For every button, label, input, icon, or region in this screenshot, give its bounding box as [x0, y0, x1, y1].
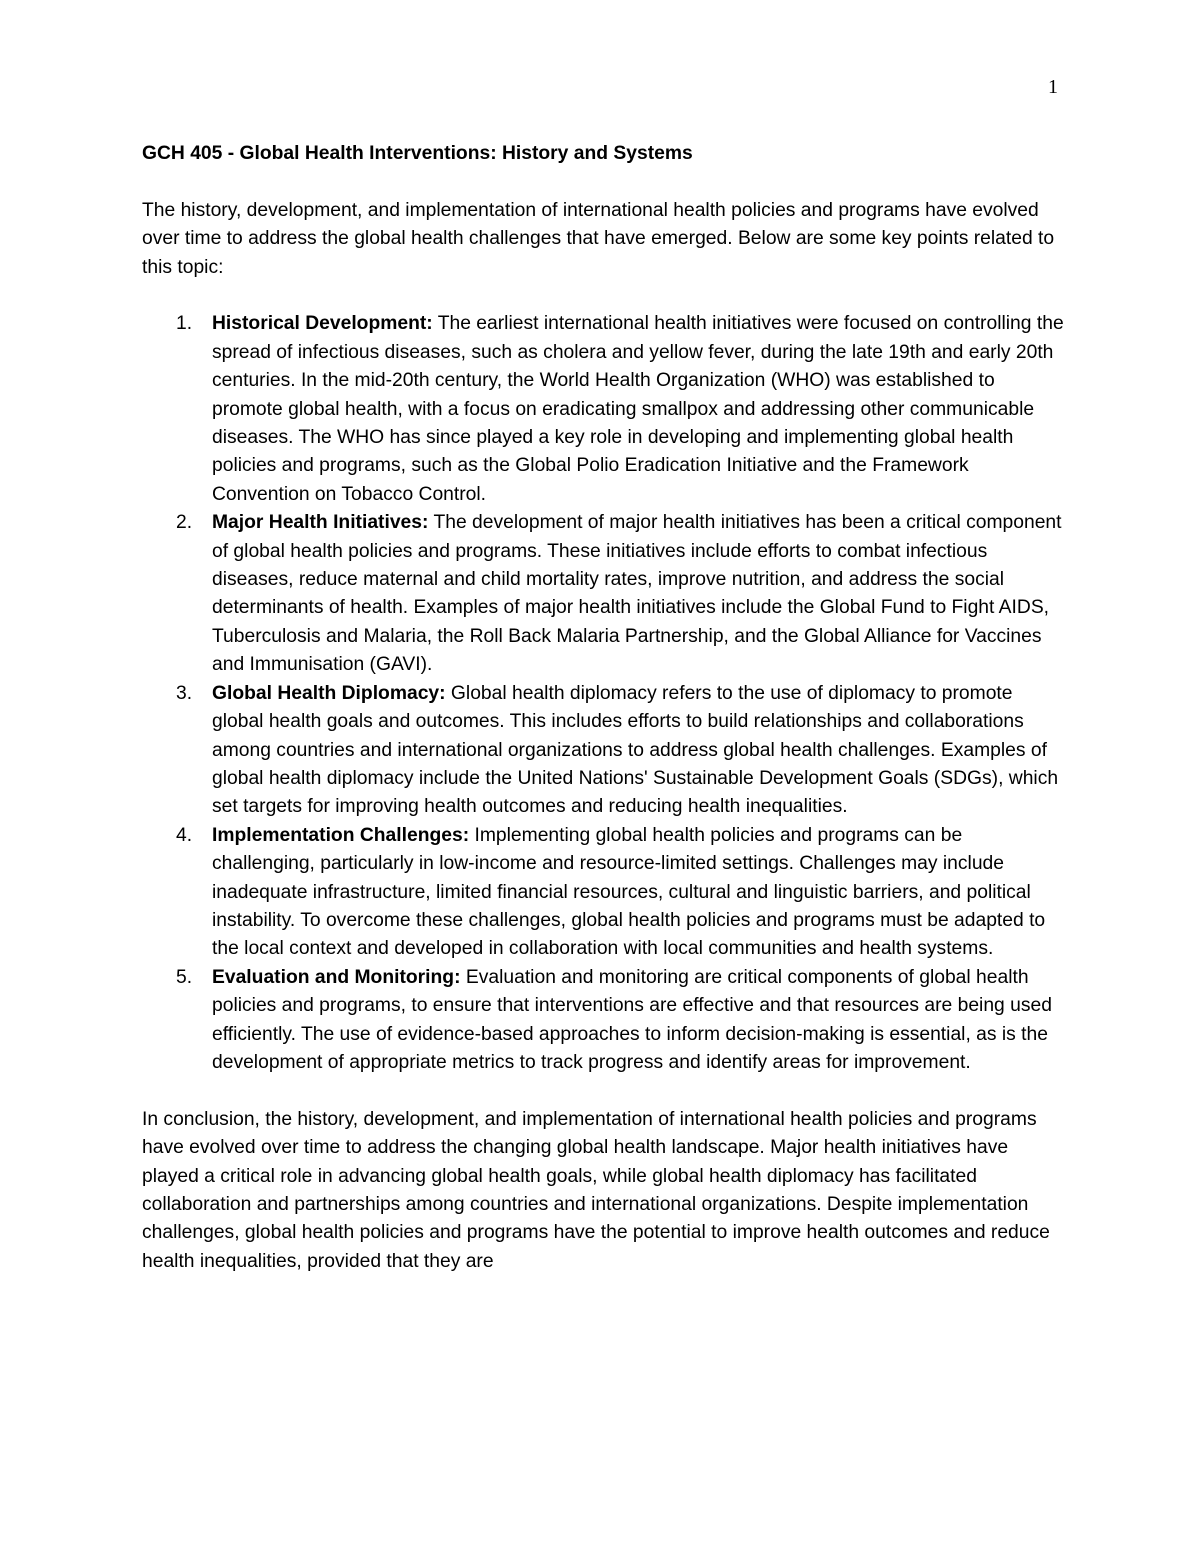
list-item-text: Evaluation and monitoring are critical components of global health policies and programs, to ensure that interventions are effective and that resources are being used efficiently. The use of evidence-based approaches to inform decision-making is essential, as is the development of appropriate metrics to track progress and identify areas for improvement.: [212, 966, 1052, 1073]
list-item-term: Implementation Challenges:: [212, 824, 470, 846]
list-item: [142, 964, 1067, 1078]
document-body: [142, 140, 1067, 1305]
list-item-number: 3.: [176, 682, 193, 704]
list-item-term: Major Health Initiatives:: [212, 512, 429, 534]
list-item-number: 5.: [176, 966, 193, 988]
list-item: [142, 822, 1067, 964]
list-item-number: 2.: [176, 512, 193, 534]
list-item-text: Global health diplomacy refers to the use of diplomacy to promote global health goals and outcomes. This includes efforts to build relationships and collaborations among countries and international organizations to address global health challenges. Examples of global health diplomacy include the United Nations' Sustainable Development Goals (SDGs), which set targets for improving health outcomes and reducing health inequalities.: [212, 682, 1059, 818]
list-item-number: 1.: [176, 313, 193, 335]
key-points-list: [142, 310, 1067, 1077]
list-item-text: The earliest international health initiatives were focused on controlling the spread of infectious diseases, such as cholera and yellow fever, during the late 19th and early 20th centuries. In the mid-20th century, the World Health Organization (WHO) was established to promote global health, with a focus on eradicating smallpox and addressing other communicable diseases. The WHO has since played a key role in developing and implementing global health policies and programs, such as the Global Polio Eradication Initiative and the Framework Convention on Tobacco Control.: [212, 313, 1064, 505]
conclusion-paragraph: In conclusion, the history, development, and implementation of international health policies and programs have evolved over time to address the changing global health landscape. Major health initiatives have played a critical role in advancing global health goals, while global health diplomacy has facilitated collaboration and partnerships among countries and international organizations. Despite implementation challenges, global health policies and programs have the potential to improve health outcomes and reduce health inequalities, provided that they are: [142, 1108, 1050, 1272]
list-item: [142, 680, 1067, 822]
list-item-term: Historical Development:: [212, 313, 433, 335]
page-number: 1: [1048, 76, 1058, 98]
list-item: [142, 509, 1067, 679]
list-item-text: The development of major health initiatives has been a critical component of global health policies and programs. These initiatives include efforts to combat infectious diseases, reduce maternal and child mortality rates, improve nutrition, and address the social determinants of health. Examples of major health initiatives include the Global Fund to Fight AIDS, Tuberculosis and Malaria, the Roll Back Malaria Partnership, and the Global Alliance for Vaccines and Immunisation (GAVI).: [212, 512, 1062, 676]
document-title: GCH 405 - Global Health Interventions: History and Systems: [142, 143, 693, 164]
list-item-term: Global Health Diplomacy:: [212, 682, 446, 704]
list-item-term: Evaluation and Monitoring:: [212, 966, 461, 988]
list-item-number: 4.: [176, 824, 193, 846]
list-item: [142, 310, 1067, 509]
intro-paragraph: The history, development, and implementation of international health policies and programs have evolved over time to address the global health challenges that have emerged. Below are some key points related to this topic:: [142, 199, 1055, 278]
list-item-text: Implementing global health policies and programs can be challenging, particularly in low-income and resource-limited settings. Challenges may include inadequate infrastructure, limited financial resources, cultural and linguistic barriers, and political instability. To overcome these challenges, global health policies and programs must be adapted to the local context and developed in collaboration with local communities and health systems.: [212, 824, 1046, 960]
